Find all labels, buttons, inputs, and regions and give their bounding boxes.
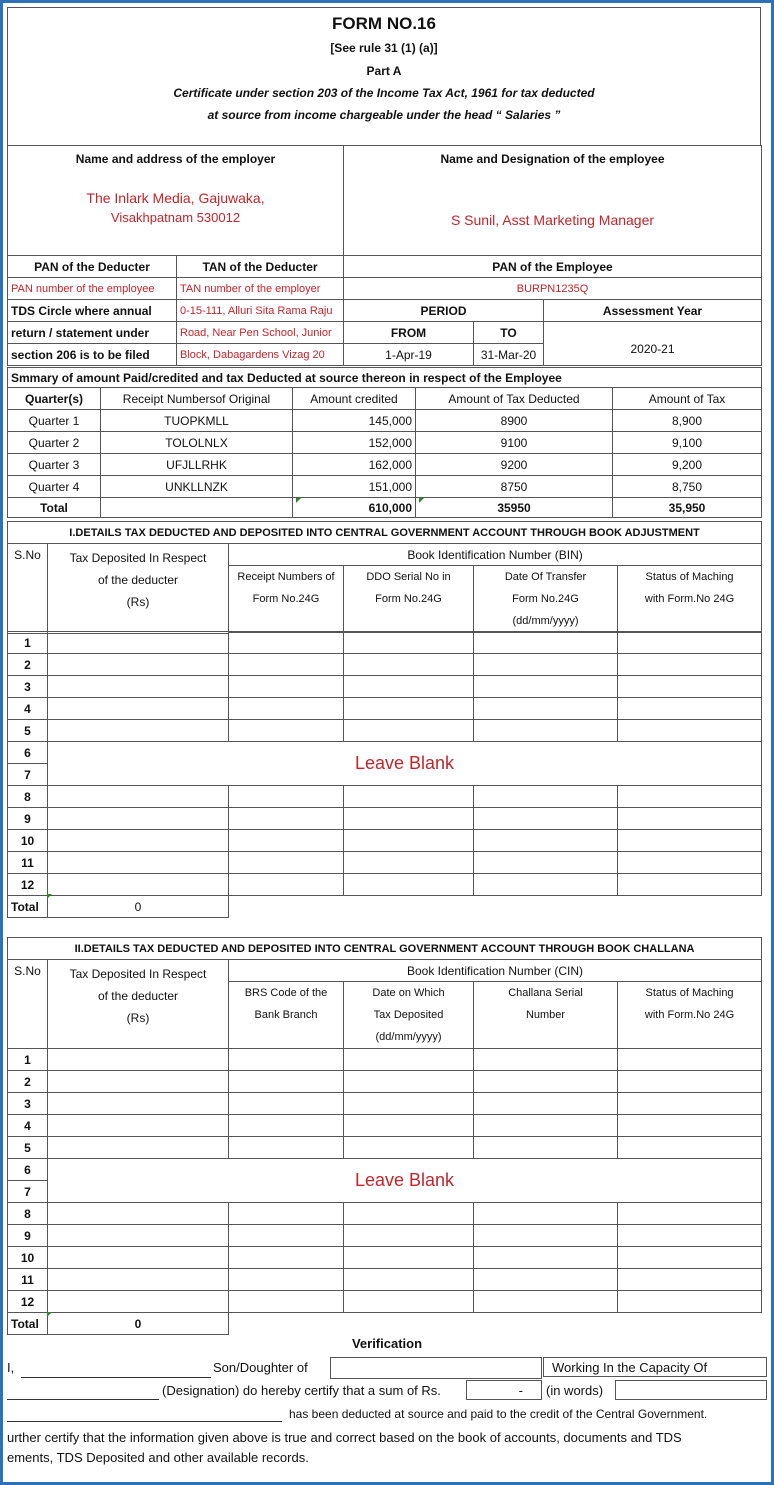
ids-table — [7, 255, 762, 366]
receipt-number: UFJLLRHK — [101, 454, 293, 476]
table-row — [8, 1269, 762, 1291]
section2-col-date — [344, 982, 474, 1049]
row-number: 12 — [8, 874, 48, 896]
amount-of-tax: 8,900 — [613, 410, 762, 432]
table-row — [8, 676, 762, 698]
table-row — [8, 742, 762, 764]
quarter-label: Quarter 3 — [8, 454, 101, 476]
receipt-number: TOLOLNLX — [101, 432, 293, 454]
section2-table — [7, 937, 762, 1049]
row-number: 10 — [8, 1247, 48, 1269]
summary-total-amount: 610,000 — [293, 498, 416, 518]
table-row — [8, 1159, 762, 1181]
section1-col-date-line1: Date Of Transfer — [504, 571, 587, 583]
tds-circle-label-1: TDS Circle where annual — [8, 300, 177, 322]
row-number: 2 — [8, 654, 48, 676]
section2-col-status — [618, 982, 762, 1049]
row-number: 5 — [8, 720, 48, 742]
amount-credited: 151,000 — [293, 476, 416, 498]
section2-col-brs-line2: Bank Branch — [254, 1009, 318, 1021]
period-from-label: FROM — [344, 322, 474, 344]
amount-credited: 145,000 — [293, 410, 416, 432]
row-number: 7 — [8, 1181, 48, 1203]
sum-amount-value: - — [518, 1383, 523, 1398]
pan-deductor-label: PAN of the Deducter — [8, 256, 177, 278]
section1-total-value: 0 — [48, 896, 229, 918]
period-from-value: 1-Apr-19 — [344, 344, 474, 366]
pan-deductor-value: PAN number of the employee — [8, 278, 177, 300]
section1-col-status — [618, 566, 762, 633]
verification-i: I, — [7, 1360, 15, 1375]
certificate-line-2: at source from income chargeable under the head “ Salaries ” — [207, 108, 561, 122]
working-capacity-text: Working In the Capacity Of — [552, 1360, 708, 1375]
section2-col-challan-line1: Challana Serial — [508, 987, 583, 999]
summary-col-amount-credited: Amount credited — [293, 388, 416, 410]
row-number: 4 — [8, 1115, 48, 1137]
section2-total-row — [8, 1313, 762, 1335]
amount-credited: 162,000 — [293, 454, 416, 476]
tax-deducted: 8900 — [416, 410, 613, 432]
row-number: 9 — [8, 808, 48, 830]
table-row — [8, 698, 762, 720]
amount-of-tax: 9,100 — [613, 432, 762, 454]
in-words-label: (in words) — [546, 1383, 604, 1398]
row-number: 5 — [8, 1137, 48, 1159]
section1-col-date-line2: Form No.24G — [512, 593, 579, 605]
period-to-label: TO — [474, 322, 544, 344]
tax-deducted: 8750 — [416, 476, 613, 498]
section2-col-brs — [229, 982, 344, 1049]
verification-title: Verification — [351, 1336, 423, 1351]
table-row — [8, 874, 762, 896]
pan-employee-value: BURPN1235Q — [344, 278, 762, 300]
section2-tax-deposited-line3: (Rs) — [126, 1011, 150, 1025]
table-row — [8, 1203, 762, 1225]
section1-total-row — [8, 896, 762, 918]
section1-col-date — [474, 566, 618, 633]
summary-total-label: Total — [8, 498, 101, 518]
section2-tax-deposited-line1: Tax Deposited In Respect — [69, 967, 207, 981]
sum-amount-field[interactable] — [466, 1380, 542, 1400]
cell-flag-marker — [47, 1312, 52, 1317]
tds-circle-label-2: return / statement under — [8, 322, 177, 344]
table-row — [8, 1115, 762, 1137]
section2-total-label: Total — [8, 1313, 48, 1335]
table-row — [8, 808, 762, 830]
row-number: 6 — [8, 742, 48, 764]
section1-col-receipt-line1: Receipt Numbers of — [237, 571, 335, 583]
table-row — [8, 720, 762, 742]
quarter-label: Quarter 1 — [8, 410, 101, 432]
form-title: FORM NO.16 — [332, 14, 436, 33]
row-number: 8 — [8, 1203, 48, 1225]
further-certify-line-2: ements, TDS Deposited and other available records. — [7, 1450, 309, 1465]
summary-row — [8, 432, 762, 454]
section1-tax-deposited-header — [48, 544, 229, 634]
table-row — [8, 1247, 762, 1269]
section2-title: II.DETAILS TAX DEDUCTED AND DEPOSITED INTO CENTRAL GOVERNMENT ACCOUNT THROUGH BOOK CHALLANA — [8, 938, 762, 960]
summary-row — [8, 476, 762, 498]
row-number: 8 — [8, 786, 48, 808]
section2-col-date-line3: (dd/mm/yyyy) — [375, 1031, 442, 1043]
section1-sno-header — [8, 544, 48, 634]
row-number: 6 — [8, 1159, 48, 1181]
amount-in-words-field[interactable] — [615, 1380, 767, 1400]
tds-circle-address-1: 0-15-111, Alluri Sita Rama Raju — [177, 300, 344, 322]
rule-reference: [See rule 31 (1) (a)] — [330, 41, 438, 55]
table-row — [8, 1071, 762, 1093]
row-number: 3 — [8, 676, 48, 698]
section1-bin-header: Book Identification Number (BIN) — [229, 544, 762, 566]
summary-row — [8, 410, 762, 432]
parent-name-field[interactable] — [330, 1357, 542, 1379]
part-label: Part A — [366, 64, 402, 78]
section1-tax-deposited-line3: (Rs) — [126, 595, 150, 609]
form-header — [7, 7, 761, 146]
employer-cell — [8, 146, 344, 256]
row-number: 2 — [8, 1071, 48, 1093]
section2-rows-table — [7, 1048, 762, 1335]
table-row — [8, 632, 762, 654]
section1-table — [7, 521, 762, 634]
row-number: 9 — [8, 1225, 48, 1247]
deducted-statement: has been deducted at source and paid to the credit of the Central Government. — [289, 1407, 708, 1421]
assessment-year-label: Assessment Year — [544, 300, 762, 322]
section1-col-status-line2: with Form.No 24G — [644, 593, 735, 605]
designation-blank-line[interactable] — [7, 1399, 159, 1400]
cell-flag-marker — [47, 894, 52, 899]
section1-total-label: Total — [8, 896, 48, 918]
summary-total-receipt-empty — [101, 498, 293, 518]
row-number: 10 — [8, 830, 48, 852]
tan-deductor-value: TAN number of the employer — [177, 278, 344, 300]
section2-col-date-line1: Date on Which — [372, 987, 445, 999]
summary-col-tax-deducted: Amount of Tax Deducted — [416, 388, 613, 410]
summary-col-amount-of-tax: Amount of Tax — [613, 388, 762, 410]
tds-circle-label-3: section 206 is to be filed — [8, 344, 177, 366]
section1-leave-blank: Leave Blank — [48, 742, 762, 786]
section1-col-date-line3: (dd/mm/yyyy) — [512, 615, 579, 627]
section1-tax-deposited-line2: of the deducter — [97, 573, 179, 587]
quarter-label: Quarter 4 — [8, 476, 101, 498]
tan-deductor-label: TAN of the Deducter — [177, 256, 344, 278]
section1-rows-table — [7, 631, 762, 918]
section1-col-ddo-line2: Form No.24G — [375, 593, 442, 605]
section2-leave-blank: Leave Blank — [48, 1159, 762, 1203]
period-to-value: 31-Mar-20 — [474, 344, 544, 366]
employer-name: The Inlark Media, Gajuwaka, — [86, 190, 265, 206]
table-row — [8, 1049, 762, 1071]
working-capacity-label — [543, 1357, 767, 1377]
section1-tax-deposited-line1: Tax Deposited In Respect — [69, 551, 207, 565]
certificate-line-1: Certificate under section 203 of the Income Tax Act, 1961 for tax deducted — [173, 86, 595, 100]
section1-col-ddo — [344, 566, 474, 633]
table-row — [8, 1225, 762, 1247]
tax-deducted: 9200 — [416, 454, 613, 476]
amount-of-tax: 8,750 — [613, 476, 762, 498]
section1-sno-label: S.No — [14, 548, 41, 562]
employer-heading: Name and address of the employer — [75, 152, 276, 166]
row-number: 12 — [8, 1291, 48, 1313]
summary-total-tax: 35,950 — [613, 498, 762, 518]
summary-col-quarter: Quarter(s) — [8, 388, 101, 410]
summary-table — [7, 367, 762, 518]
tds-circle-address-3: Block, Dabagardens Vizag 20 — [177, 344, 344, 366]
employee-heading: Name and Designation of the employee — [440, 152, 665, 166]
section1-col-receipt-line2: Form No.24G — [252, 593, 320, 605]
table-row — [8, 1137, 762, 1159]
section1-col-receipt — [229, 566, 344, 633]
table-row — [8, 830, 762, 852]
words-continued-blank-line[interactable] — [7, 1421, 282, 1422]
cell-flag-marker — [296, 498, 301, 503]
section2-col-status-line2: with Form.No 24G — [644, 1009, 735, 1021]
receipt-number: TUOPKMLL — [101, 410, 293, 432]
quarter-label: Quarter 2 — [8, 432, 101, 454]
receipt-number: UNKLLNZK — [101, 476, 293, 498]
employer-employee-table — [7, 145, 762, 256]
period-label: PERIOD — [344, 300, 544, 322]
table-row — [8, 852, 762, 874]
name-blank-line[interactable] — [21, 1377, 211, 1378]
table-row — [8, 1093, 762, 1115]
row-number: 11 — [8, 1269, 48, 1291]
table-row — [8, 1291, 762, 1313]
section2-col-status-line1: Status of Maching — [645, 987, 734, 999]
section2-col-challan-line2: Number — [525, 1009, 566, 1021]
table-row — [8, 654, 762, 676]
designation-text: (Designation) do hereby certify that a sum of Rs. — [162, 1383, 441, 1398]
section2-col-challan — [474, 982, 618, 1049]
section2-cin-header: Book Identification Number (CIN) — [229, 960, 762, 982]
row-number: 3 — [8, 1093, 48, 1115]
assessment-year-value: 2020-21 — [544, 322, 762, 366]
section2-tax-deposited-line2: of the deducter — [97, 989, 179, 1003]
employer-address: Visakhpatnam 530012 — [110, 210, 241, 225]
row-number: 4 — [8, 698, 48, 720]
summary-col-receipt: Receipt Numbersof Original — [101, 388, 293, 410]
section2-col-date-line2: Tax Deposited — [373, 1009, 444, 1021]
tds-circle-address-2: Road, Near Pen School, Junior — [177, 322, 344, 344]
row-number: 1 — [8, 1049, 48, 1071]
amount-credited: 152,000 — [293, 432, 416, 454]
row-number: 11 — [8, 852, 48, 874]
further-certify-line-1: urther certify that the information given above is true and correct based on the book of accounts, documents and TDS — [7, 1430, 682, 1445]
tax-deducted: 9100 — [416, 432, 613, 454]
section2-sno-header — [8, 960, 48, 1049]
table-row — [8, 786, 762, 808]
section2-tax-deposited-header — [48, 960, 229, 1049]
summary-title: Smmary of amount Paid/credited and tax Deducted at source thereon in respect of the Employee — [8, 368, 762, 388]
summary-total-deducted: 35950 — [416, 498, 613, 518]
son-of-label: Son/Doughter of — [213, 1360, 308, 1375]
section1-title: I.DETAILS TAX DEDUCTED AND DEPOSITED INTO CENTRAL GOVERNMENT ACCOUNT THROUGH BOOK ADJUSTMENT — [8, 522, 762, 544]
cell-flag-marker — [419, 498, 424, 503]
section2-total-value: 0 — [48, 1313, 229, 1335]
pan-employee-label: PAN of the Employee — [344, 256, 762, 278]
section2-col-brs-line1: BRS Code of the — [244, 987, 328, 999]
section2-sno-label: S.No — [14, 964, 41, 978]
employee-cell — [344, 146, 762, 256]
section1-col-status-line1: Status of Maching — [645, 571, 734, 583]
amount-of-tax: 9,200 — [613, 454, 762, 476]
row-number: 1 — [8, 632, 48, 654]
employee-name-designation: S Sunil, Asst Marketing Manager — [450, 212, 655, 228]
row-number: 7 — [8, 764, 48, 786]
summary-row — [8, 454, 762, 476]
section1-col-ddo-line1: DDO Serial No in — [366, 571, 451, 583]
summary-total-row — [8, 498, 762, 518]
